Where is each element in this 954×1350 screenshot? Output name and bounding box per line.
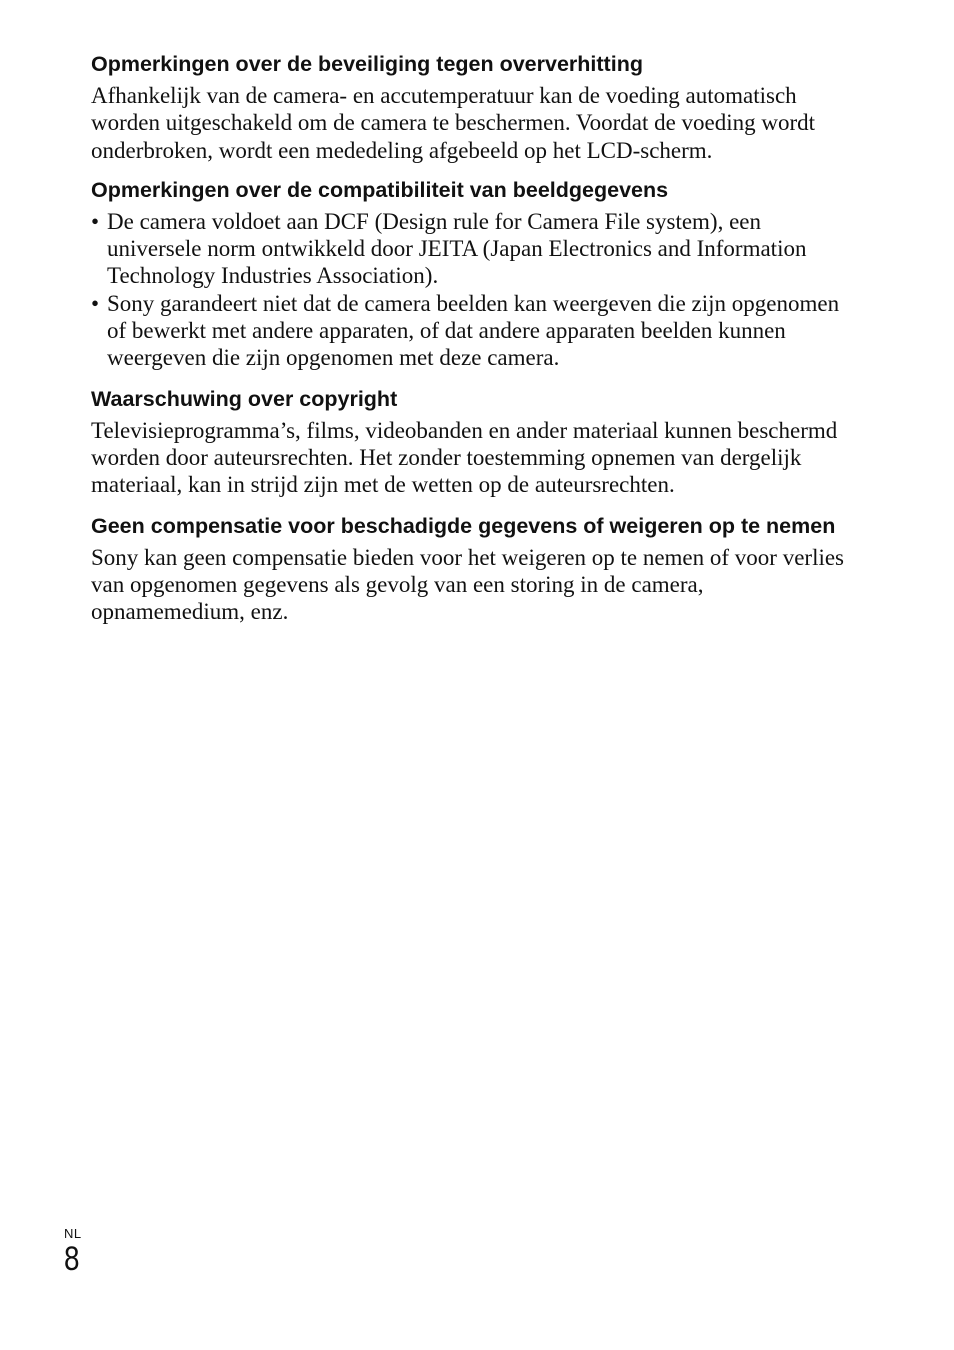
bullet-icon: •: [91, 208, 100, 234]
bullet-list: [91, 208, 851, 372]
list-item-text: Sony garandeert niet dat de camera beelden kan weergeven die zijn opgenomen of bewerkt met andere apparaten, of dat andere apparaten beelden kunnen weergeven die zijn opgenomen met deze camera.: [107, 290, 840, 371]
section-heading: Geen compensatie voor beschadigde gegevens of weigeren op te nemen: [91, 513, 836, 538]
section-body: Sony kan geen compensatie bieden voor het weigeren op te nemen of voor verlies van opgenomen gegevens als gevolg van een storing in de camera, opnamemedium, enz.: [91, 544, 845, 625]
page-number: 8: [64, 1240, 80, 1278]
language-code: NL: [64, 1226, 82, 1241]
section-body: Televisieprogramma’s, films, videobanden en ander materiaal kunnen beschermd worden door auteursrechten. Het zonder toestemming opnemen van dergelijk materiaal, kan in strijd zijn met de wetten op de auteursrechten.: [91, 417, 838, 498]
page-content: [91, 50, 851, 625]
section-no-compensation: [91, 512, 851, 626]
page-footer: [64, 1226, 83, 1276]
list-item-text: De camera voldoet aan DCF (Design rule for Camera File system), een universele norm ontwikkeld door JEITA (Japan Electronics and Information Technology Industries Association).: [107, 208, 807, 289]
list-item: [91, 290, 851, 372]
section-compatibility: [91, 176, 851, 372]
list-item: [91, 208, 851, 290]
section-heading: Opmerkingen over de beveiliging tegen oververhitting: [91, 52, 643, 76]
section-copyright: [91, 385, 851, 499]
section-body: Afhankelijk van de camera- en accutemperatuur kan de voeding automatisch worden uitgeschakeld om de camera te beschermen. Voordat de voeding wordt onderbroken, wordt een mededeling afgebeeld op het LCD-scherm.: [91, 83, 816, 163]
section-heading: Opmerkingen over de compatibiliteit van beeldgegevens: [91, 177, 669, 202]
section-heading: Waarschuwing over copyright: [91, 386, 398, 411]
bullet-icon: •: [91, 290, 100, 316]
section-overheating: [91, 50, 851, 164]
